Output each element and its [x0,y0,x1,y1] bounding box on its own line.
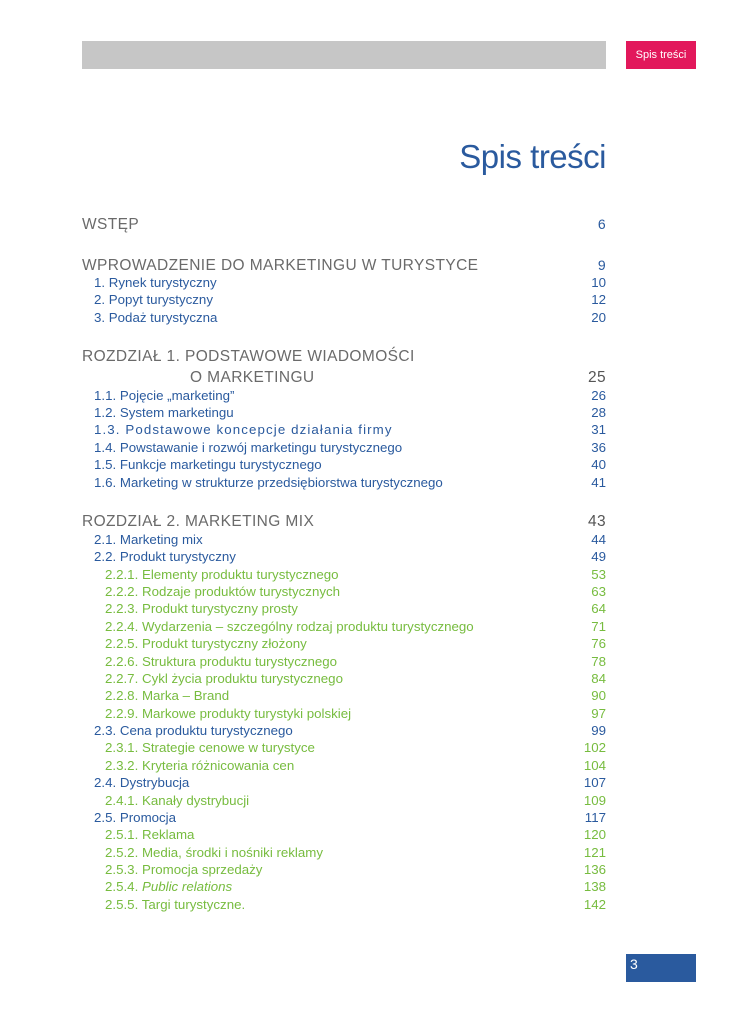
toc-entry[interactable] [94,422,606,437]
toc-subentry[interactable] [105,619,606,634]
toc-entry-page: 53 [591,567,606,582]
toc-entry-label: 2.3.1. Strategie cenowe w turystyce [105,740,315,755]
page-number: 3 [626,954,696,982]
toc-entry-label: O MARKETINGU [190,369,315,386]
toc-entry[interactable] [94,440,606,455]
toc-entry-page: 12 [591,292,606,307]
toc-entry[interactable] [94,388,606,403]
toc-entry-label: 2.1. Marketing mix [94,532,203,547]
toc-entry-page: 120 [583,827,606,842]
toc-entry[interactable] [94,810,606,825]
toc-entry-page: 40 [591,457,606,472]
toc-entry-label: 1.5. Funkcje marketingu turystycznego [94,457,322,472]
toc-entry-page: 10 [591,275,606,290]
toc-subentry[interactable] [105,688,606,703]
toc-entry-page: 121 [583,845,606,860]
toc-entry-page: 43 [587,513,606,530]
toc-entry-page: 76 [591,636,606,651]
toc-subentry[interactable] [105,671,606,686]
toc-subentry[interactable] [105,862,606,877]
toc-entry-label: 2.2.1. Elementy produktu turystycznego [105,567,339,582]
toc-entry-label: 2.3.2. Kryteria różnicowania cen [105,758,295,773]
toc-entry-page: 117 [584,810,606,825]
toc-entry-label: 2.5.2. Media, środki i nośniki reklamy [105,845,324,860]
toc-entry[interactable] [94,532,606,547]
toc-entry-page: 64 [591,601,606,616]
toc-entry[interactable] [94,457,606,472]
toc-entry-page: 20 [591,310,606,325]
toc-entry-page: 6 [597,216,606,232]
toc-subentry[interactable] [105,601,606,616]
toc-entry-label: 3. Podaż turystyczna [94,310,218,325]
toc-subentry[interactable] [105,827,606,842]
toc-entry-page: 102 [583,740,606,755]
toc-subentry[interactable] [105,654,606,669]
toc-subentry[interactable] [105,758,606,773]
toc-entry-label: 1.2. System marketingu [94,405,234,420]
toc-entry-label: ROZDZIAŁ 1. PODSTAWOWE WIADOMOŚCI [82,348,415,365]
toc-entry-label: 2.5. Promocja [94,810,177,825]
toc-entry-label: 2.2.8. Marka – Brand [105,688,230,703]
toc-entry-page: 109 [583,793,606,808]
toc-entry-label: 2.2.5. Produkt turystyczny złożony [105,636,307,651]
toc-subentry[interactable] [105,793,606,808]
toc-entry-label: 2.2.7. Cykl życia produktu turystycznego [105,671,343,686]
toc-entry-label: 2.2.4. Wydarzenia – szczególny rodzaj produktu turystycznego [105,619,474,634]
toc-subentry[interactable] [105,845,606,860]
toc-entry-page: 28 [591,405,606,420]
toc-entry-label: 2.2.6. Struktura produktu turystycznego [105,654,338,669]
toc-entry-label: 2.2.3. Produkt turystyczny prosty [105,601,298,616]
toc-entry-chapter-1-line2[interactable] [190,369,606,387]
toc-subentry[interactable] [105,584,606,599]
toc-entry[interactable] [94,292,606,307]
toc-entry-introduction-chapter[interactable] [82,257,606,275]
toc-entry-page: 71 [591,619,606,634]
toc-entry-label: 2.3. Cena produktu turystycznego [94,723,293,738]
toc-subentry[interactable] [105,897,606,912]
toc-entry-page: 84 [591,671,606,686]
toc-entry[interactable] [94,475,606,490]
toc-entry-page: 31 [591,422,606,437]
toc-entry-chapter-1-line1[interactable] [82,348,606,366]
toc-entry-page: 44 [591,532,606,547]
toc-entry-page: 41 [591,475,606,490]
toc-entry-label: 2. Popyt turystyczny [94,292,213,307]
toc-entry-page: 90 [591,688,606,703]
toc-entry-label: 2.5.3. Promocja sprzedaży [105,862,263,877]
toc-entry-page: 99 [591,723,606,738]
toc-entry-page: 26 [591,388,606,403]
toc-entry-label: 2.5.4. Public relations [105,879,233,894]
toc-entry-label: 2.2.9. Markowe produkty turystyki polskiej [105,706,352,721]
toc-entry-label: ROZDZIAŁ 2. MARKETING MIX [82,513,315,530]
toc-entry-label: 1.6. Marketing w strukturze przedsiębiorstwa turystycznego [94,475,443,490]
toc-entry-label: 2.2.2. Rodzaje produktów turystycznych [105,584,341,599]
toc-entry-label: WPROWADZENIE DO MARKETINGU W TURYSTYCE [82,257,479,274]
toc-subentry[interactable] [105,879,606,894]
toc-subentry[interactable] [105,567,606,582]
toc-subentry[interactable] [105,740,606,755]
toc-entry-intro[interactable] [82,216,606,234]
toc-entry[interactable] [94,405,606,420]
toc-entry[interactable] [94,775,606,790]
toc-entry-page: 25 [587,369,606,386]
toc-entry-page: 78 [591,654,606,669]
toc-entry[interactable] [94,549,606,564]
section-tab: Spis treści [626,41,696,69]
toc-entry-page: 63 [591,584,606,599]
toc-entry-label: 2.2. Produkt turystyczny [94,549,236,564]
toc-entry[interactable] [94,310,606,325]
toc-entry-page: 9 [597,257,606,273]
toc-entry-label: 1. Rynek turystyczny [94,275,217,290]
toc-entry-page: 138 [583,879,606,894]
toc-subentry[interactable] [105,636,606,651]
toc-entry-page: 136 [583,862,606,877]
toc-entry[interactable] [94,275,606,290]
toc-entry-page: 104 [583,758,606,773]
toc-entry-page: 142 [583,897,606,912]
toc-entry[interactable] [94,723,606,738]
toc-entry-label: 2.4.1. Kanały dystrybucji [105,793,250,808]
toc-entry-label: 1.4. Powstawanie i rozwój marketingu turystycznego [94,440,403,455]
toc-entry-label: 2.5.5. Targi turystyczne. [105,897,246,912]
toc-entry-label: 2.4. Dystrybucja [94,775,190,790]
toc-entry-page: 36 [591,440,606,455]
toc-entry-label-italic: Public relations [141,879,233,894]
toc-entry-label: 1.3. Podstawowe koncepcje działania firmy [94,422,393,437]
toc-entry-label: 2.5.1. Reklama [105,827,195,842]
toc-entry-label: WSTĘP [82,216,140,233]
toc-entry-page: 107 [583,775,606,790]
toc-entry-page: 49 [591,549,606,564]
toc-entry-label: 1.1. Pojęcie „marketing” [94,388,235,403]
page-title: Spis treści [459,138,606,175]
toc-subentry[interactable] [105,706,606,721]
toc-entry-chapter-2[interactable] [82,513,606,531]
toc-entry-page: 97 [591,706,606,721]
